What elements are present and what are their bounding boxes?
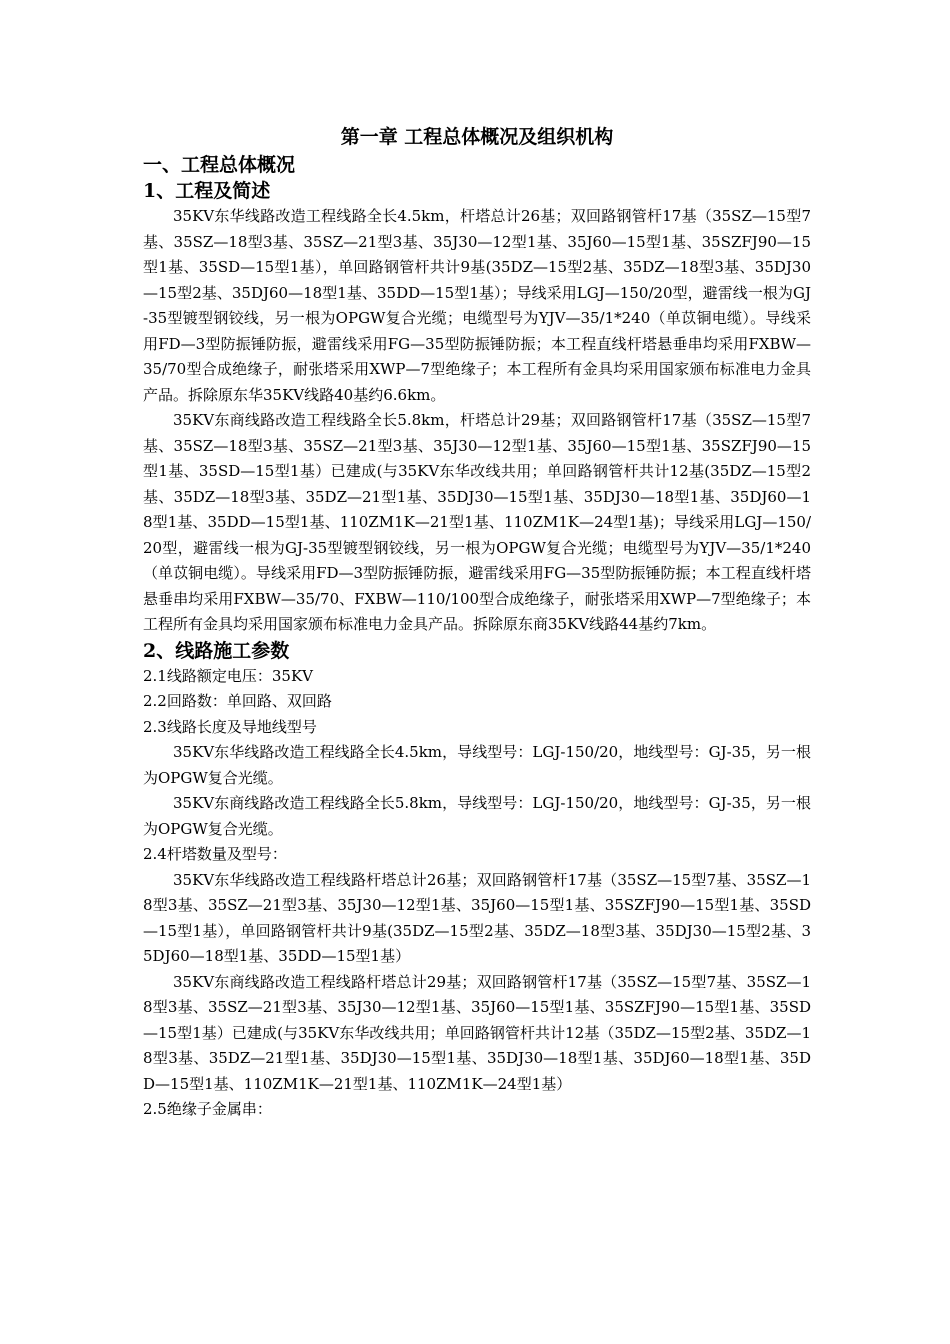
paragraph-dongshang-summary: 35KV东商线路改造工程线路全长5.8km，杆塔总计29基；双回路钢管杆17基（35SZ—15型7基、35SZ—18型3基、35SZ—21型3基、35J30—12型1基、35J60—15型1基、35SZFJ90—15型1基、35SD—15型1基）已建成(与35KV东华改线共用；单回路钢管杆共计12基(35DZ—15型2基、35DZ—18型3基、35DZ—21型1基、35DJ30—15型1基、35DJ30—18型1基、35DJ60—18型1基、35DD—15型1基、110ZM1K—21型1基、110ZM1K—24型1基)；导线采用LGJ—150/20型，避雷线一根为GJ-35型镀型钢铰线，另一根为OPGW复合光缆；电缆型号为YJV—35/1*240（单苡铜电缆）。导线采用FD—3型防振锤防振，避雷线采用FG—35型防振锤防振；本工程直线杆塔悬垂串均采用FXBW—35/70、FXBW—110/100型合成绝缘子，耐张塔采用XWP—7型绝缘子；本工程所有金具均采用国家颁布标准电力金具产品。拆除原东商35KV线路44基约7km。 bbox=[143, 411, 811, 633]
paragraph-dongshang-towers: 35KV东商线路改造工程线路杆塔总计29基；双回路钢管杆17基（35SZ—15型7基、35SZ—18型3基、35SZ—21型3基、35J30—12型1基、35J60—15型1基、35SZFJ90—15型1基、35SD—15型1基）已建成(与35KV东华改线共用；单回路钢管杆共计12基（35DZ—15型2基、35DZ—18型3基、35DZ—21型1基、35DJ30—15型1基、35DJ30—18型1基、35DJ60—18型1基、35DD—15型1基、110ZM1K—21型1基、110ZM1K—24型1基） bbox=[143, 972, 811, 1093]
paragraph-donghua-summary: 35KV东华线路改造工程线路全长4.5km，杆塔总计26基；双回路钢管杆17基（35SZ—15型7基、35SZ—18型3基、35SZ—21型3基、35J30—12型1基、35J60—15型1基、35SZFJ90—15型1基、35SD—15型1基），单回路钢管杆共计9基(35DZ—15型2基、35DZ—18型3基、35DJ30—15型2基、35DJ60—18型1基、35DD—15型1基）；导线采用LGJ—150/20型，避雷线一根为GJ-35型镀型钢铰线，另一根为OPGW复合光缆；电缆型号为YJV—35/1*240（单苡铜电缆）。导线采用FD—3型防振锤防振，避雷线采用FG—35型防振锤防振；本工程直线杆塔悬垂串均采用FXBW—35/70型合成绝缘子，耐张塔采用XWP—7型绝缘子；本工程所有金具均采用国家颁布标准电力金具产品。拆除原东华35KV线路40基约6.6km。 bbox=[143, 207, 811, 404]
paragraph-donghua-length: 35KV东华线路改造工程线路全长4.5km，导线型号：LGJ-150/20，地线型号：GJ-35，另一根为OPGW复合光缆。 bbox=[143, 743, 811, 787]
param-rated-voltage: 2.1线路额定电压：35KV bbox=[143, 666, 313, 685]
subsection-heading-summary: 1、工程及简述 bbox=[143, 180, 271, 202]
chapter-title: 第一章 工程总体概况及组织机构 bbox=[340, 126, 614, 148]
section-heading-overview: 一、工程总体概况 bbox=[143, 154, 296, 176]
param-circuit-count: 2.2回路数：单回路、双回路 bbox=[143, 692, 332, 710]
paragraph-dongshang-length: 35KV东商线路改造工程线路全长5.8km，导线型号：LGJ-150/20，地线型号：GJ-35，另一根为OPGW复合光缆。 bbox=[143, 794, 811, 838]
paragraph-donghua-towers: 35KV东华线路改造工程线路杆塔总计26基；双回路钢管杆17基（35SZ—15型7基、35SZ—18型3基、35SZ—21型3基、35J30—12型1基、35J60—15型1基、35SZFJ90—15型1基、35SD—15型1基），单回路钢管杆共计9基(35DZ—15型2基、35DZ—18型3基、35DJ30—15型2基、35DJ60—18型1基、35DD—15型1基） bbox=[143, 870, 811, 965]
param-tower-heading: 2.4杆塔数量及型号： bbox=[143, 845, 287, 863]
param-length-heading: 2.3线路长度及导地线型号 bbox=[143, 717, 317, 736]
param-insulator-heading: 2.5绝缘子金属串： bbox=[143, 1100, 272, 1118]
document-page bbox=[143, 122, 811, 1123]
subsection-heading-params: 2、线路施工参数 bbox=[143, 639, 290, 662]
